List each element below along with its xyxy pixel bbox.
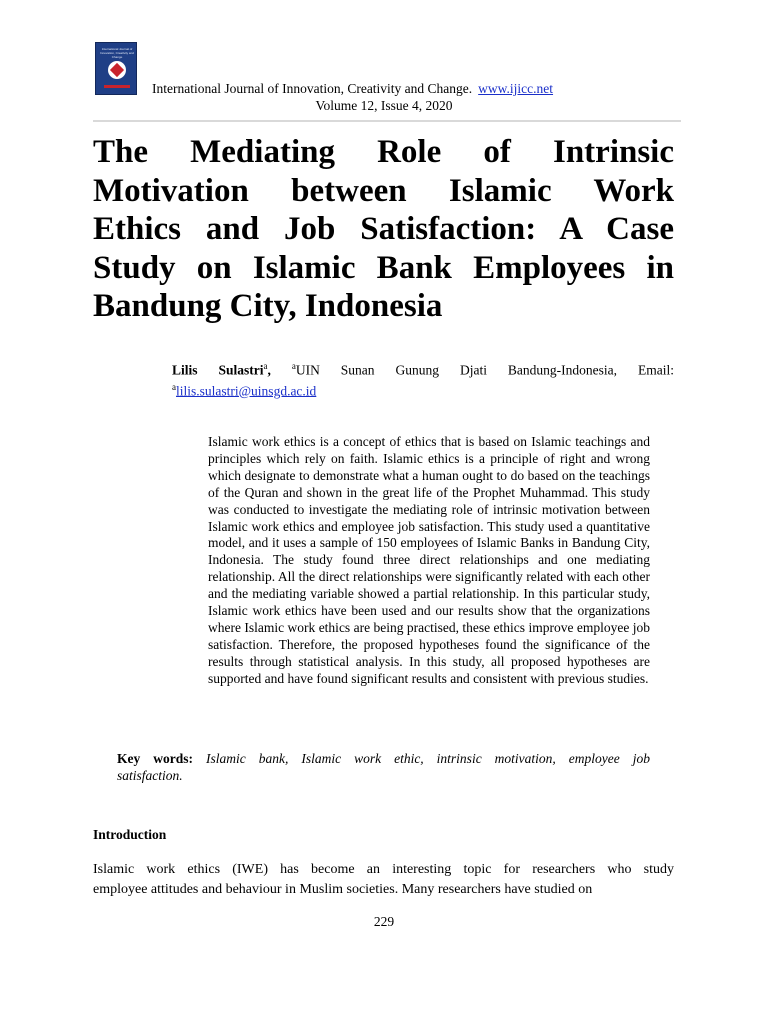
logo-text-line: Innovation, Creativity and bbox=[100, 51, 134, 55]
affiliation: UIN Sunan Gunung Djati Bandung-Indonesia, Email: bbox=[295, 362, 674, 378]
logo-text bbox=[99, 47, 135, 59]
keywords-list-cont: satisfaction. bbox=[117, 768, 183, 783]
keywords bbox=[117, 750, 650, 784]
title-line: Ethics and Job Satisfaction: A Case bbox=[93, 211, 674, 247]
section-heading-introduction: Introduction bbox=[93, 827, 167, 842]
author-sup: a bbox=[263, 361, 268, 371]
keywords-label: Key words: bbox=[117, 751, 193, 766]
author-comma: , bbox=[267, 362, 271, 378]
logo-text-line: International Journal of bbox=[101, 47, 133, 51]
keywords-list: Islamic bank, Islamic work ethic, intrinsic motivation, employee job bbox=[206, 751, 651, 766]
author-email-link[interactable]: lilis.sulastri@uinsgd.ac.id bbox=[176, 383, 317, 398]
author-block bbox=[172, 358, 674, 399]
journal-header bbox=[152, 81, 553, 97]
author-name: Lilis Sulastri bbox=[172, 362, 264, 378]
journal-name: International Journal of Innovation, Creativity and Change. bbox=[152, 81, 473, 96]
paragraph-line: employee attitudes and behaviour in Muslim societies. Many researchers have studied on bbox=[93, 882, 593, 897]
title-line: Motivation between Islamic Work bbox=[93, 172, 674, 209]
introduction-paragraph bbox=[93, 860, 674, 900]
page-number: 229 bbox=[373, 914, 395, 929]
affiliation-sup: a bbox=[291, 361, 296, 371]
title-line: Study on Islamic Bank Employees in bbox=[93, 249, 674, 286]
author-line bbox=[172, 358, 674, 379]
logo-emblem-icon bbox=[108, 61, 126, 79]
journal-logo bbox=[95, 42, 137, 95]
email-sup: a bbox=[172, 381, 176, 392]
title-line: Bandung City, Indonesia bbox=[93, 288, 443, 324]
journal-url-link[interactable]: www.ijicc.net bbox=[478, 81, 554, 96]
logo-text-line: Change bbox=[111, 55, 123, 59]
header-divider bbox=[93, 120, 681, 122]
title-line: The Mediating Role of Intrinsic bbox=[93, 134, 674, 170]
paragraph-line: Islamic work ethics (IWE) has become an interesting topic for researchers who study bbox=[93, 862, 674, 877]
volume-issue: Volume 12, Issue 4, 2020 bbox=[315, 98, 453, 113]
abstract: Islamic work ethics is a concept of ethics that is based on Islamic teachings and principles which rely on faith. Islamic ethics is a principle of right and wrong which designate to demonstrate what a human ought to do based on the teachings of the Quran and shown in the great life of the Prophet Muhammad. This study was conducted to investigate the mediating role of intrinsic motivation between Islamic work ethics and employee job satisfaction. This study used a quantitative model, and it uses a sample of 150 employees of Islamic Banks in Bandung City, Indonesia. The study found three direct relationships and one mediating relationship. All the direct relationships were significantly related with each other and the mediating variable showed a partial relationship. In this particular study, Islamic work ethics have been used and our results show that the organizations where Islamic work ethics are being practised, these ethics improve employee job satisfaction. Therefore, the proposed hypotheses found the significance of the results through statistical analysis. In this study, all proposed hypotheses are supported and have found significant results and consistent with previous studies. bbox=[208, 434, 650, 686]
keywords-line bbox=[117, 750, 650, 767]
paper-title bbox=[93, 133, 674, 326]
logo-stripe bbox=[104, 85, 130, 88]
